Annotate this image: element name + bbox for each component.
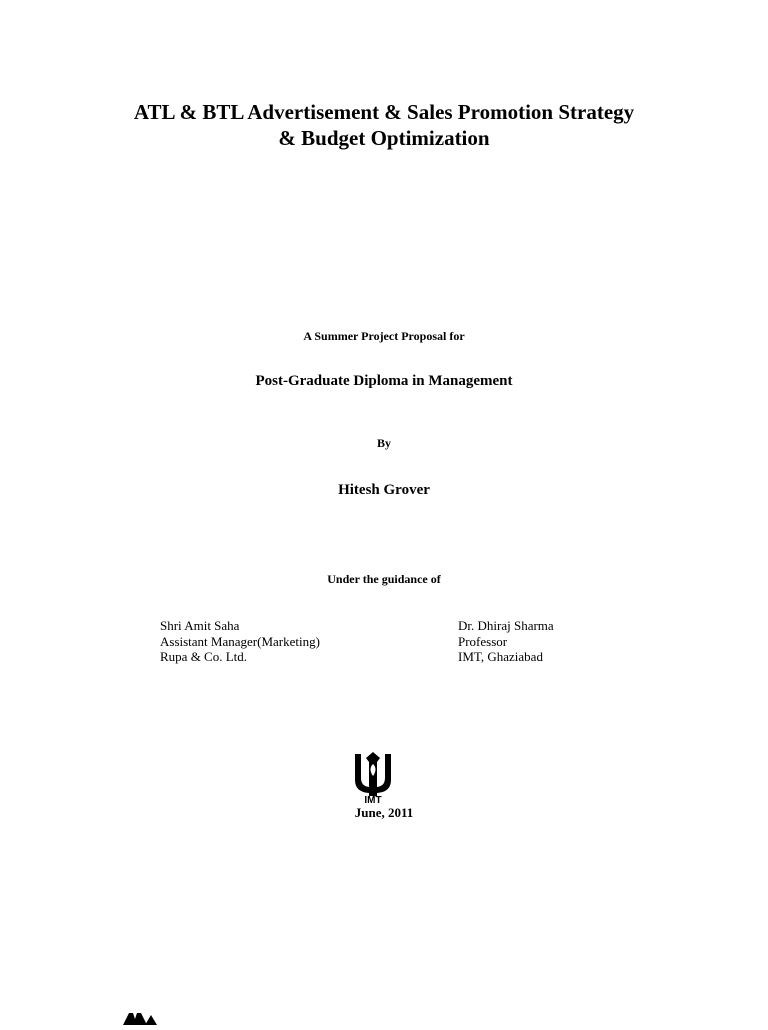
industry-guide-name: Shri Amit Saha bbox=[160, 618, 240, 633]
title-line-1: ATL & BTL Advertisement & Sales Promotion Strategy bbox=[133, 100, 635, 124]
footer-logo-graphic bbox=[121, 1013, 159, 1025]
by-label: By bbox=[376, 436, 391, 450]
faculty-guide-designation: Professor bbox=[458, 633, 508, 649]
faculty-guide-name: Dr. Dhiraj Sharma bbox=[458, 618, 554, 633]
imt-logo-icon bbox=[351, 752, 395, 804]
logo-text: IMT bbox=[364, 795, 382, 804]
submission-date: June, 2011 bbox=[354, 805, 414, 820]
author-name: Hitesh Grover bbox=[338, 482, 430, 498]
guidance-label: Under the guidance of bbox=[327, 572, 441, 586]
degree-name: Post-Graduate Diploma in Management bbox=[255, 373, 513, 389]
title-line-2: & Budget Optimization bbox=[278, 126, 490, 150]
imt-logo-graphic bbox=[351, 752, 395, 804]
faculty-guide-block bbox=[458, 618, 554, 665]
faculty-guide-organization: IMT, Ghaziabad bbox=[458, 649, 543, 664]
document-title bbox=[0, 99, 768, 151]
industry-guide-block bbox=[160, 618, 320, 665]
industry-guide-designation: Assistant Manager(Marketing) bbox=[160, 633, 320, 649]
footer-logo-icon bbox=[121, 1012, 159, 1024]
proposal-label: A Summer Project Proposal for bbox=[303, 329, 465, 343]
industry-guide-organization: Rupa & Co. Ltd. bbox=[160, 649, 248, 664]
